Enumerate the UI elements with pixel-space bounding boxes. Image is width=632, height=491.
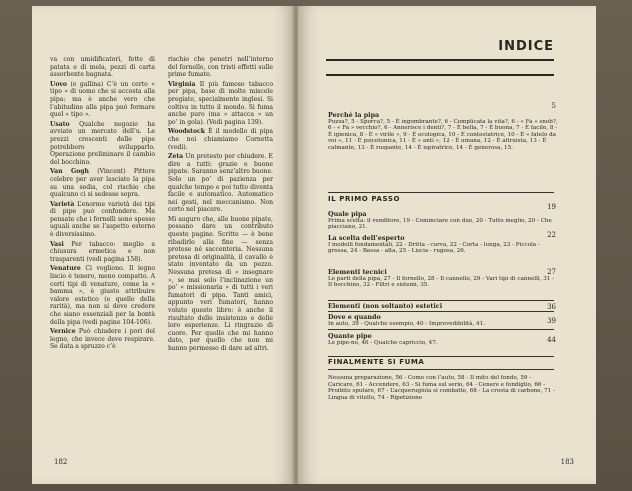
section-rule — [328, 311, 554, 312]
index-section — [328, 112, 558, 152]
section-rule — [328, 356, 554, 357]
index-section — [328, 211, 558, 231]
index-detail: Puzza?, 5 - Sporca?, 5 - È ingombrante?, 6 - Complicata la vita?, 6 - « Fa » snob?, 6 - « Fa » vecchio?, 6 - Anneriscе i denti?, 7 - È bella, 7 - È buona, 7 - È facile, 8 - È igienica, 8 - È « virile », 9 - È ecologica, 10 - È contestatrice, 10 - È « fatelo da voi », 11 - È psicotonica, 11 - È « anti », 12 - È umana, 12 - È altruista, 13 - È calmante, 13 - È ruspante, 14 - È ispiratrice, 14 - È generosa, 15. — [328, 118, 558, 151]
index-section — [328, 235, 558, 255]
page-number: 183 — [560, 458, 574, 466]
left-column-2 — [168, 56, 273, 353]
glossary-entry: Zeta Un pretesto per chiudere. E dire a tutti: grazie e buone pipate. Saranno senz’altro buone. Solo un po’ di pazienza per qualche tempo e poi tutto diventa facile e automatico. Automatico nei gesti, nel meccanismo. Non certo nel piacere. — [168, 153, 273, 214]
left-column-1 — [50, 56, 155, 351]
index-subtitle: Elementi tecnici — [328, 268, 387, 276]
index-detail: Le parti della pipa, 27 - Il fornello, 28 - Il cannello, 29 - Vari tipi di cannelli, 31 - Il bocchino, 32 - Filtri e sistemi, 35. — [328, 275, 555, 289]
index-detail: In auto, 39 - Qualche esempio, 40 - Imprevedibilità, 41. — [328, 320, 485, 327]
glossary-entry: Venature Ci vogliono. Il legno liscio è tenero, meno compatto. A certi tipi di venature, come la « bamma », è giusto attribuire valore estetico (e quello della rarità), ma non si deve credere che siano essenziali per la bontà della pipa (vedi pagine 104-106). — [50, 265, 155, 326]
index-page-ref: 19 — [547, 203, 556, 211]
glossary-entry: Virginia Il più famoso tabacco per pipa, base di molte miscele pregiate, specialmente inglesi. Si coltiva in tutto il mondo. Si fuma anche puro (ma « attacca » un po’ in gola). (Vedi pagina 139). — [168, 80, 274, 126]
index-title: INDICE — [498, 39, 554, 54]
glossary-entry: Woodstock È il modello di pipa che noi chiamiamo Cornetta (vedi). — [168, 128, 273, 151]
page-number: 182 — [54, 458, 68, 466]
index-page-ref: 44 — [547, 336, 556, 344]
index-page-ref: 22 — [547, 231, 556, 239]
glossary-entry: rischio che penetri nell’interno del fornello, con tristi effetti sulle prime fumate. — [168, 56, 273, 79]
index-page-ref: 5 — [551, 102, 556, 110]
glossary-entry: Vasi Per tabacco: meglio a chiusura ermetica e non trasparenti (vedi pagina 158). — [50, 240, 155, 263]
index-section — [328, 303, 558, 310]
right-page — [298, 6, 596, 484]
glossary-entry: Vernice Può chiudere i pori del legno, che invece deve respirare. Se data a spruzzo c’è — [50, 328, 155, 351]
section-heading: FINALMENTE SI FUMA — [328, 358, 425, 366]
index-subtitle: La scelta dell’esperto — [328, 234, 405, 242]
index-section — [328, 333, 558, 346]
index-subtitle: Perché la pipa — [328, 111, 380, 119]
title-rule — [326, 59, 554, 61]
index-page-ref: 36 — [547, 303, 556, 311]
section-rule — [328, 192, 554, 193]
section-rule — [328, 329, 554, 330]
glossary-entry: Van Gogh (Vincent) Pittore celebre per aver lasciato la pipa su una sedia, col rischio che qualcuno ci si sedesse sopra. — [50, 168, 155, 199]
index-detail: Prima scelta: il venditore, 19 - Cominciare con due, 20 - Tutto meglio, 20 - Che piacciano, 21. — [328, 217, 552, 231]
glossary-entry: Uovo (e gallina) C’è un certo « tipo » di uomo che si accosta alla pipa: ma è anche vero che l’abitudine alla pipa può formare quel « tipo ». — [50, 80, 155, 119]
section-rule — [328, 300, 554, 301]
glossary-entry: va con umidificatori, fette di patata e di mela, pezzi di carta assorbente bagnata. — [50, 56, 155, 79]
index-subtitle: Dove e quando — [328, 313, 381, 321]
index-subtitle: Quante pipe — [328, 332, 372, 340]
glossary-entry: Mi auguro che, alle buone pipate, possano dare un contributo queste pagine. Scritte — è bene ribadirlo alla fine — senza pretese né saccenteria. Nessuna pretesa di originalità, il cavallo è stato inventato da un pezzo. Nessuna pretesa di « insegnare », se mai solo l’inclinazione un po’ « missionaria » di tutti i veri fumatori di pipa. Tanti amici, appunto veri fumatori, hanno voluto questo libro: è anche il risultato delle insistenze e delle loro esperienze. Li ringrazio di cuore. Per quello che mi hanno dato, per quello che non mi hanno permesso di dare ad altri. — [168, 215, 273, 352]
index-detail: Le pipe-no, 46 - Qualche capriccio, 47. — [328, 339, 438, 346]
section-rule — [328, 369, 554, 370]
index-subtitle: Elementi (non soltanto) estetici — [328, 302, 443, 310]
index-page-ref: 27 — [547, 268, 556, 276]
section-heading: IL PRIMO PASSO — [328, 195, 401, 203]
left-page — [32, 6, 294, 484]
index-detail: Nessuna preparazione, 56 - Come con l’auto, 58 - Il mito del fondo, 59 - Caricare, 61 - Accendere, 63 - Si fuma sul serio, 64 - Cenere e fondiglio, 66 - Proibito sputare, 67 - L’acquerugiola si combatte, 68 - La crosta di carbone, 71 - Lingua di vitello, 74 - Ripetizione — [328, 375, 555, 401]
index-section — [328, 375, 558, 401]
index-page-ref: 39 — [547, 317, 556, 325]
index-section — [328, 269, 558, 289]
title-rule — [326, 74, 554, 76]
index-subtitle: Quale pipa — [328, 210, 367, 218]
glossary-entry: Varietà L’enorme varietà dei tipi di pipe può confondere. Ma pensate che i fornelli sono spesso uguali anche se l’aspetto esterno è diversissimo. — [50, 200, 155, 239]
glossary-entry: Usato Qualche negozio ha avviato un mercato dell’u. Le prezzi crescenti delle pipe potrebbero svilupparlo. Operazione preliminare il cambio del bocchino. — [50, 120, 155, 166]
index-section — [328, 314, 558, 327]
index-detail: I modelli fondamentali, 22 - Dritta - curva, 22 - Corta - lunga, 23 - Piccola - grossa, 24 - Bassa - alta, 25 - Liscia - rugosa, 26. — [328, 241, 540, 255]
